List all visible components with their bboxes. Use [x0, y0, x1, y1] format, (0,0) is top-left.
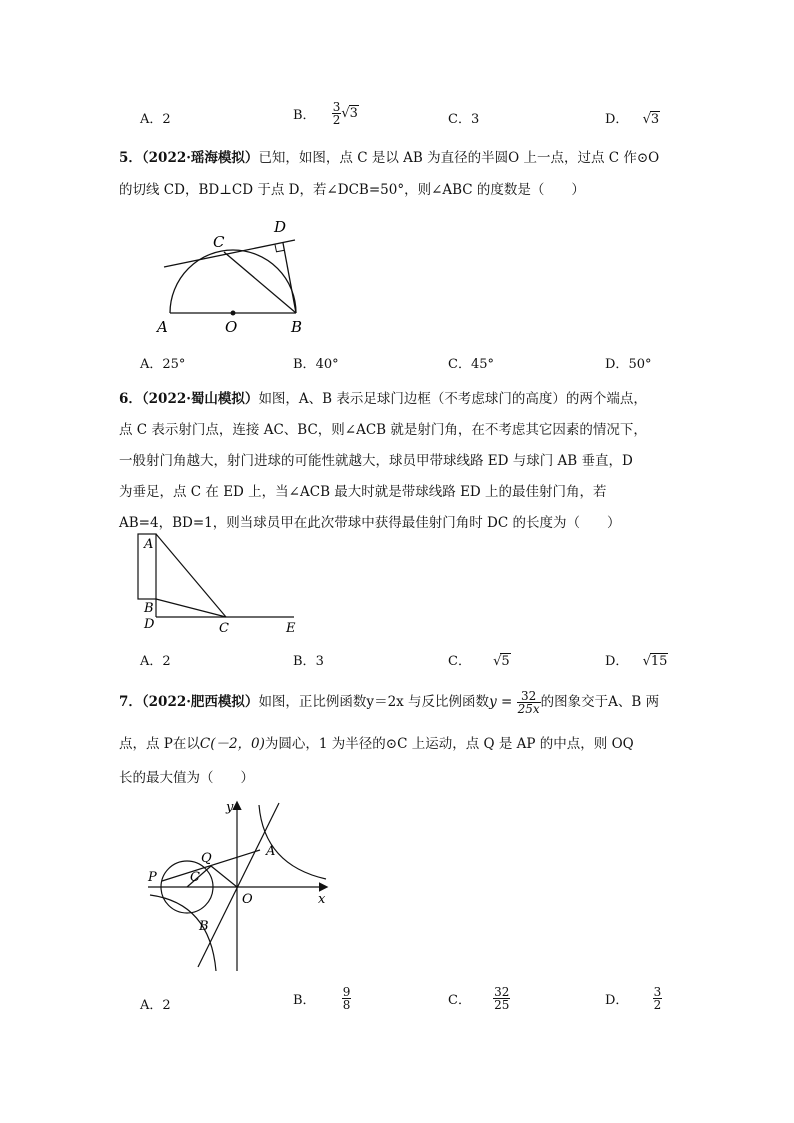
- q4-option-d-sqrt: √3: [642, 112, 660, 127]
- q5-chord-cb: [224, 252, 296, 313]
- q7-line-2: 点，点 P在以C(－2，0)为圆心，1 为半径的⊙C 上运动，点 Q 是 AP 的中点，则 OQ: [119, 736, 634, 752]
- q6-source: （2022·蜀山模拟）: [141, 391, 259, 407]
- q7-label-b: B: [199, 919, 209, 934]
- q5-label-d: D: [274, 218, 287, 236]
- q6-option-d-sqrt: √15: [642, 654, 668, 669]
- q4-option-b-fraction: $\frac{3}{2}$: [332, 100, 341, 127]
- q4-option-d[interactable]: D． √3: [605, 112, 660, 127]
- q4-option-b[interactable]: B． $\frac{3}{2}$ √3: [293, 100, 358, 127]
- q7-option-d[interactable]: D． $\frac{3}{2}$: [605, 985, 662, 1012]
- q5-option-c[interactable]: C．45°: [448, 357, 494, 372]
- q6-label-a: A: [144, 537, 154, 552]
- q6-number: 6．: [119, 391, 142, 407]
- q6-option-a[interactable]: A．2: [140, 654, 171, 669]
- q6-option-d[interactable]: D． √15: [605, 654, 668, 669]
- q6-line-5: AB=4，BD=1，则当球员甲在此次带球中获得最佳射门角时 DC 的长度为（ ）: [119, 515, 621, 531]
- q5-option-d[interactable]: D．50°: [605, 357, 652, 372]
- q7-label-o: O: [242, 892, 253, 907]
- q6-line-3: 一般射门角越大，射门进球的可能性就越大，球员甲带球线路 ED 与球门 AB 垂直，D: [119, 453, 633, 469]
- q7-figure: [140, 795, 340, 975]
- q7-label-q: Q: [201, 851, 212, 866]
- q7-line-1: 7．（2022·肥西模拟）如图，正比例函数y＝2x 与反比例函数y = $\frac{32}{25x}$ 的图象交于A、B 两: [119, 689, 660, 716]
- q5-option-a[interactable]: A．25°: [140, 357, 186, 372]
- q5-label-b: B: [291, 318, 303, 336]
- q7-option-c-fraction: $\frac{32}{25}$: [494, 985, 510, 1012]
- q5-source: （2022·瑶海模拟）: [141, 150, 259, 166]
- q6-label-e: E: [286, 621, 296, 636]
- q6-option-c-sqrt: √5: [493, 654, 510, 669]
- q7-source: （2022·肥西模拟）: [141, 694, 259, 710]
- q7-label-p: P: [148, 870, 157, 885]
- q4-option-a[interactable]: A．2: [140, 112, 171, 127]
- q6-label-b: B: [144, 601, 154, 616]
- q6-segment-bc: [156, 599, 226, 617]
- q5-label-o: O: [225, 318, 238, 336]
- q7-option-d-fraction: $\frac{3}{2}$: [653, 985, 662, 1012]
- q5-number: 5．: [119, 150, 142, 166]
- q6-segment-ac: [156, 534, 226, 617]
- q7-option-c[interactable]: C． $\frac{32}{25}$: [448, 985, 510, 1012]
- q6-line-4: 为垂足，点 C 在 ED 上，当∠ACB 最大时就是带球线路 ED 上的最佳射门角，若: [119, 484, 607, 500]
- q5-figure: [150, 215, 320, 340]
- q6-label-c: C: [219, 621, 229, 636]
- q6-option-b[interactable]: B．3: [293, 654, 324, 669]
- q5-line-1: 5．（2022·瑶海模拟）已知，如图，点 C 是以 AB 为直径的半圆O 上一点，过点 C 作⊙O: [119, 150, 660, 166]
- q5-line-2: 的切线 CD，BD⊥CD 于点 D，若∠DCB=50°，则∠ABC 的度数是（ ）: [119, 182, 585, 198]
- q6-label-d: D: [144, 617, 155, 632]
- q7-hyperbola-q1: [259, 805, 326, 879]
- q7-label-y: y: [226, 800, 234, 815]
- q7-segment-oq: [211, 866, 237, 887]
- q7-option-b[interactable]: B． $\frac{9}{8}$: [293, 985, 351, 1012]
- q5-tangent-cd: [164, 240, 295, 267]
- q7-fraction: $\frac{32}{25x}$: [517, 689, 540, 716]
- q4-option-b-sqrt: √3: [341, 106, 358, 121]
- q4-option-c[interactable]: C．3: [448, 112, 480, 127]
- q6-line-2: 点 C 表示射门点，连接 AC、BC，则∠ACB 就是射门角，在不考虑其它因素的情况下，: [119, 422, 647, 438]
- q5-center-dot: [231, 311, 236, 316]
- q6-figure: [130, 528, 310, 638]
- q7-label-x: x: [318, 892, 326, 907]
- q5-label-c: C: [213, 233, 225, 251]
- q7-line-y-2x: [198, 803, 279, 967]
- q7-line-3: 长的最大值为（ ）: [119, 770, 254, 786]
- q6-option-c[interactable]: C． √5: [448, 654, 510, 669]
- q6-line-1: 6．（2022·蜀山模拟）如图，A、B 表示足球门边框（不考虑球门的高度）的两个端点，: [119, 391, 647, 407]
- q7-label-a: A: [266, 844, 276, 859]
- q5-option-b[interactable]: B．40°: [293, 357, 339, 372]
- q7-label-c: C: [190, 870, 200, 885]
- q7-option-a[interactable]: A．2: [140, 998, 171, 1013]
- q7-option-b-fraction: $\frac{9}{8}$: [342, 985, 351, 1012]
- q7-number: 7．: [119, 694, 142, 710]
- q5-label-a: A: [157, 318, 168, 336]
